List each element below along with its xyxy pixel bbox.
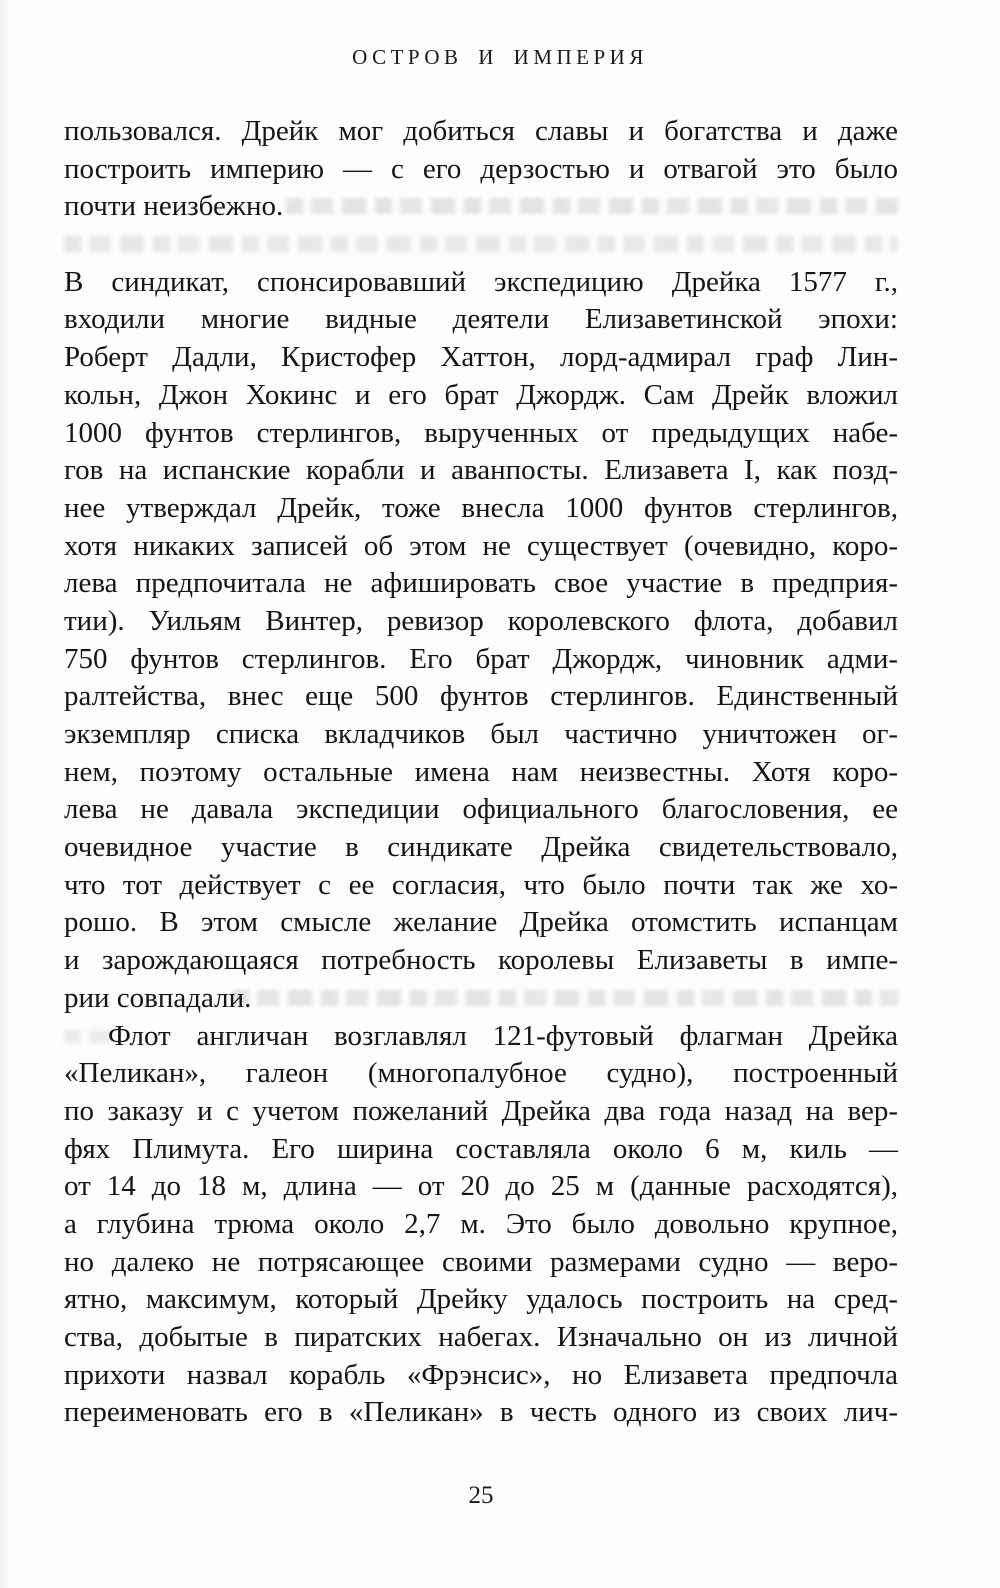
- paragraph-gap: [64, 226, 898, 264]
- text-line: Флот англичан возглавлял 121-футовый флагман Дрейка: [108, 1019, 898, 1052]
- paragraph: [64, 113, 898, 226]
- text-line: 1000 фунтов стерлингов, вырученных от предыдущих набе-: [64, 416, 898, 449]
- text-line: по заказу и с учетом пожеланий Дрейка два года назад на вер-: [64, 1094, 898, 1127]
- text-line: построить империю — с его дерзостью и отвагой это было: [64, 152, 898, 185]
- text-line: нее утверждал Дрейк, тоже внесла 1000 фунтов стерлингов,: [64, 491, 898, 524]
- text-line: В синдикат, спонсировавший экспедицию Дрейка 1577 г.,: [64, 265, 898, 298]
- text-line: Роберт Дадли, Кристофер Хаттон, лорд-адмирал граф Лин-: [64, 341, 898, 374]
- text-line: но далеко не потрясающее своими размерами судно — веро-: [64, 1245, 898, 1278]
- text-line: тии). Уильям Винтер, ревизор королевского флота, добавил: [64, 604, 898, 637]
- text-line: лева предпочитала не афишировать свое участие в предприя-: [64, 567, 898, 600]
- text-line: очевидное участие в синдикате Дрейка свидетельствовало,: [64, 831, 898, 864]
- page-number: 25: [468, 1482, 494, 1509]
- text-line: «Пеликан», галеон (многопалубное судно), построенный: [64, 1057, 898, 1090]
- text-block: [64, 113, 898, 1432]
- text-line: лева не давала экспедиции официального благословения, ее: [64, 793, 898, 826]
- text-line: почти неизбежно.: [64, 190, 284, 223]
- text-line: пользовался. Дрейк мог добиться славы и богатства и даже: [64, 115, 898, 147]
- text-line: экземпляр списка вкладчиков был частично уничтожен ог-: [64, 718, 898, 750]
- text-line: рошо. В этом смысле желание Дрейка отомстить испанцам: [64, 906, 898, 939]
- text-line: что тот действует с ее согласия, что было почти так же хо-: [64, 868, 898, 901]
- text-line: фях Плимута. Его ширина составляла около 6 м, киль —: [64, 1132, 898, 1165]
- text-line: ства, добытые в пиратских набегах. Изначально он из личной: [64, 1321, 898, 1353]
- text-line: 750 фунтов стерлингов. Его брат Джордж, чиновник адми-: [64, 642, 898, 675]
- text-line: а глубина трюма около 2,7 м. Это было довольно крупное,: [64, 1207, 898, 1240]
- text-line: нем, поэтому остальные имена нам неизвестны. Хотя коро-: [64, 755, 898, 788]
- text-line: от 14 до 18 м, длина — от 20 до 25 м (данные расходятся),: [64, 1170, 898, 1203]
- text-line: гов на испанские корабли и аванпосты. Елизавета I, как позд-: [64, 454, 898, 487]
- text-line: переименовать его в «Пеликан» в честь одного из своих лич-: [64, 1396, 898, 1429]
- text-line: кольн, Джон Хокинс и его брат Джордж. Сам Дрейк вложил: [64, 378, 898, 411]
- text-line: и зарождающаяся потребность королевы Елизаветы в импе-: [64, 944, 898, 977]
- paragraph: [64, 264, 898, 1018]
- paragraph: [64, 1018, 898, 1433]
- text-line: ятно, максимум, который Дрейку удалось построить на сред-: [64, 1283, 898, 1316]
- running-header: ОСТРОВ И ИМПЕРИЯ: [352, 45, 648, 69]
- text-line: рии совпадали.: [64, 981, 252, 1014]
- text-line: хотя никаких записей об этом не существует (очевидно, коро-: [64, 529, 898, 562]
- text-line: прихоти назвал корабль «Фрэнсис», но Елизавета предпочла: [64, 1358, 898, 1391]
- text-line: входили многие видные деятели Елизаветинской эпохи:: [64, 303, 898, 336]
- text-line: ралтейства, внес еще 500 фунтов стерлингов. Единственный: [64, 680, 898, 713]
